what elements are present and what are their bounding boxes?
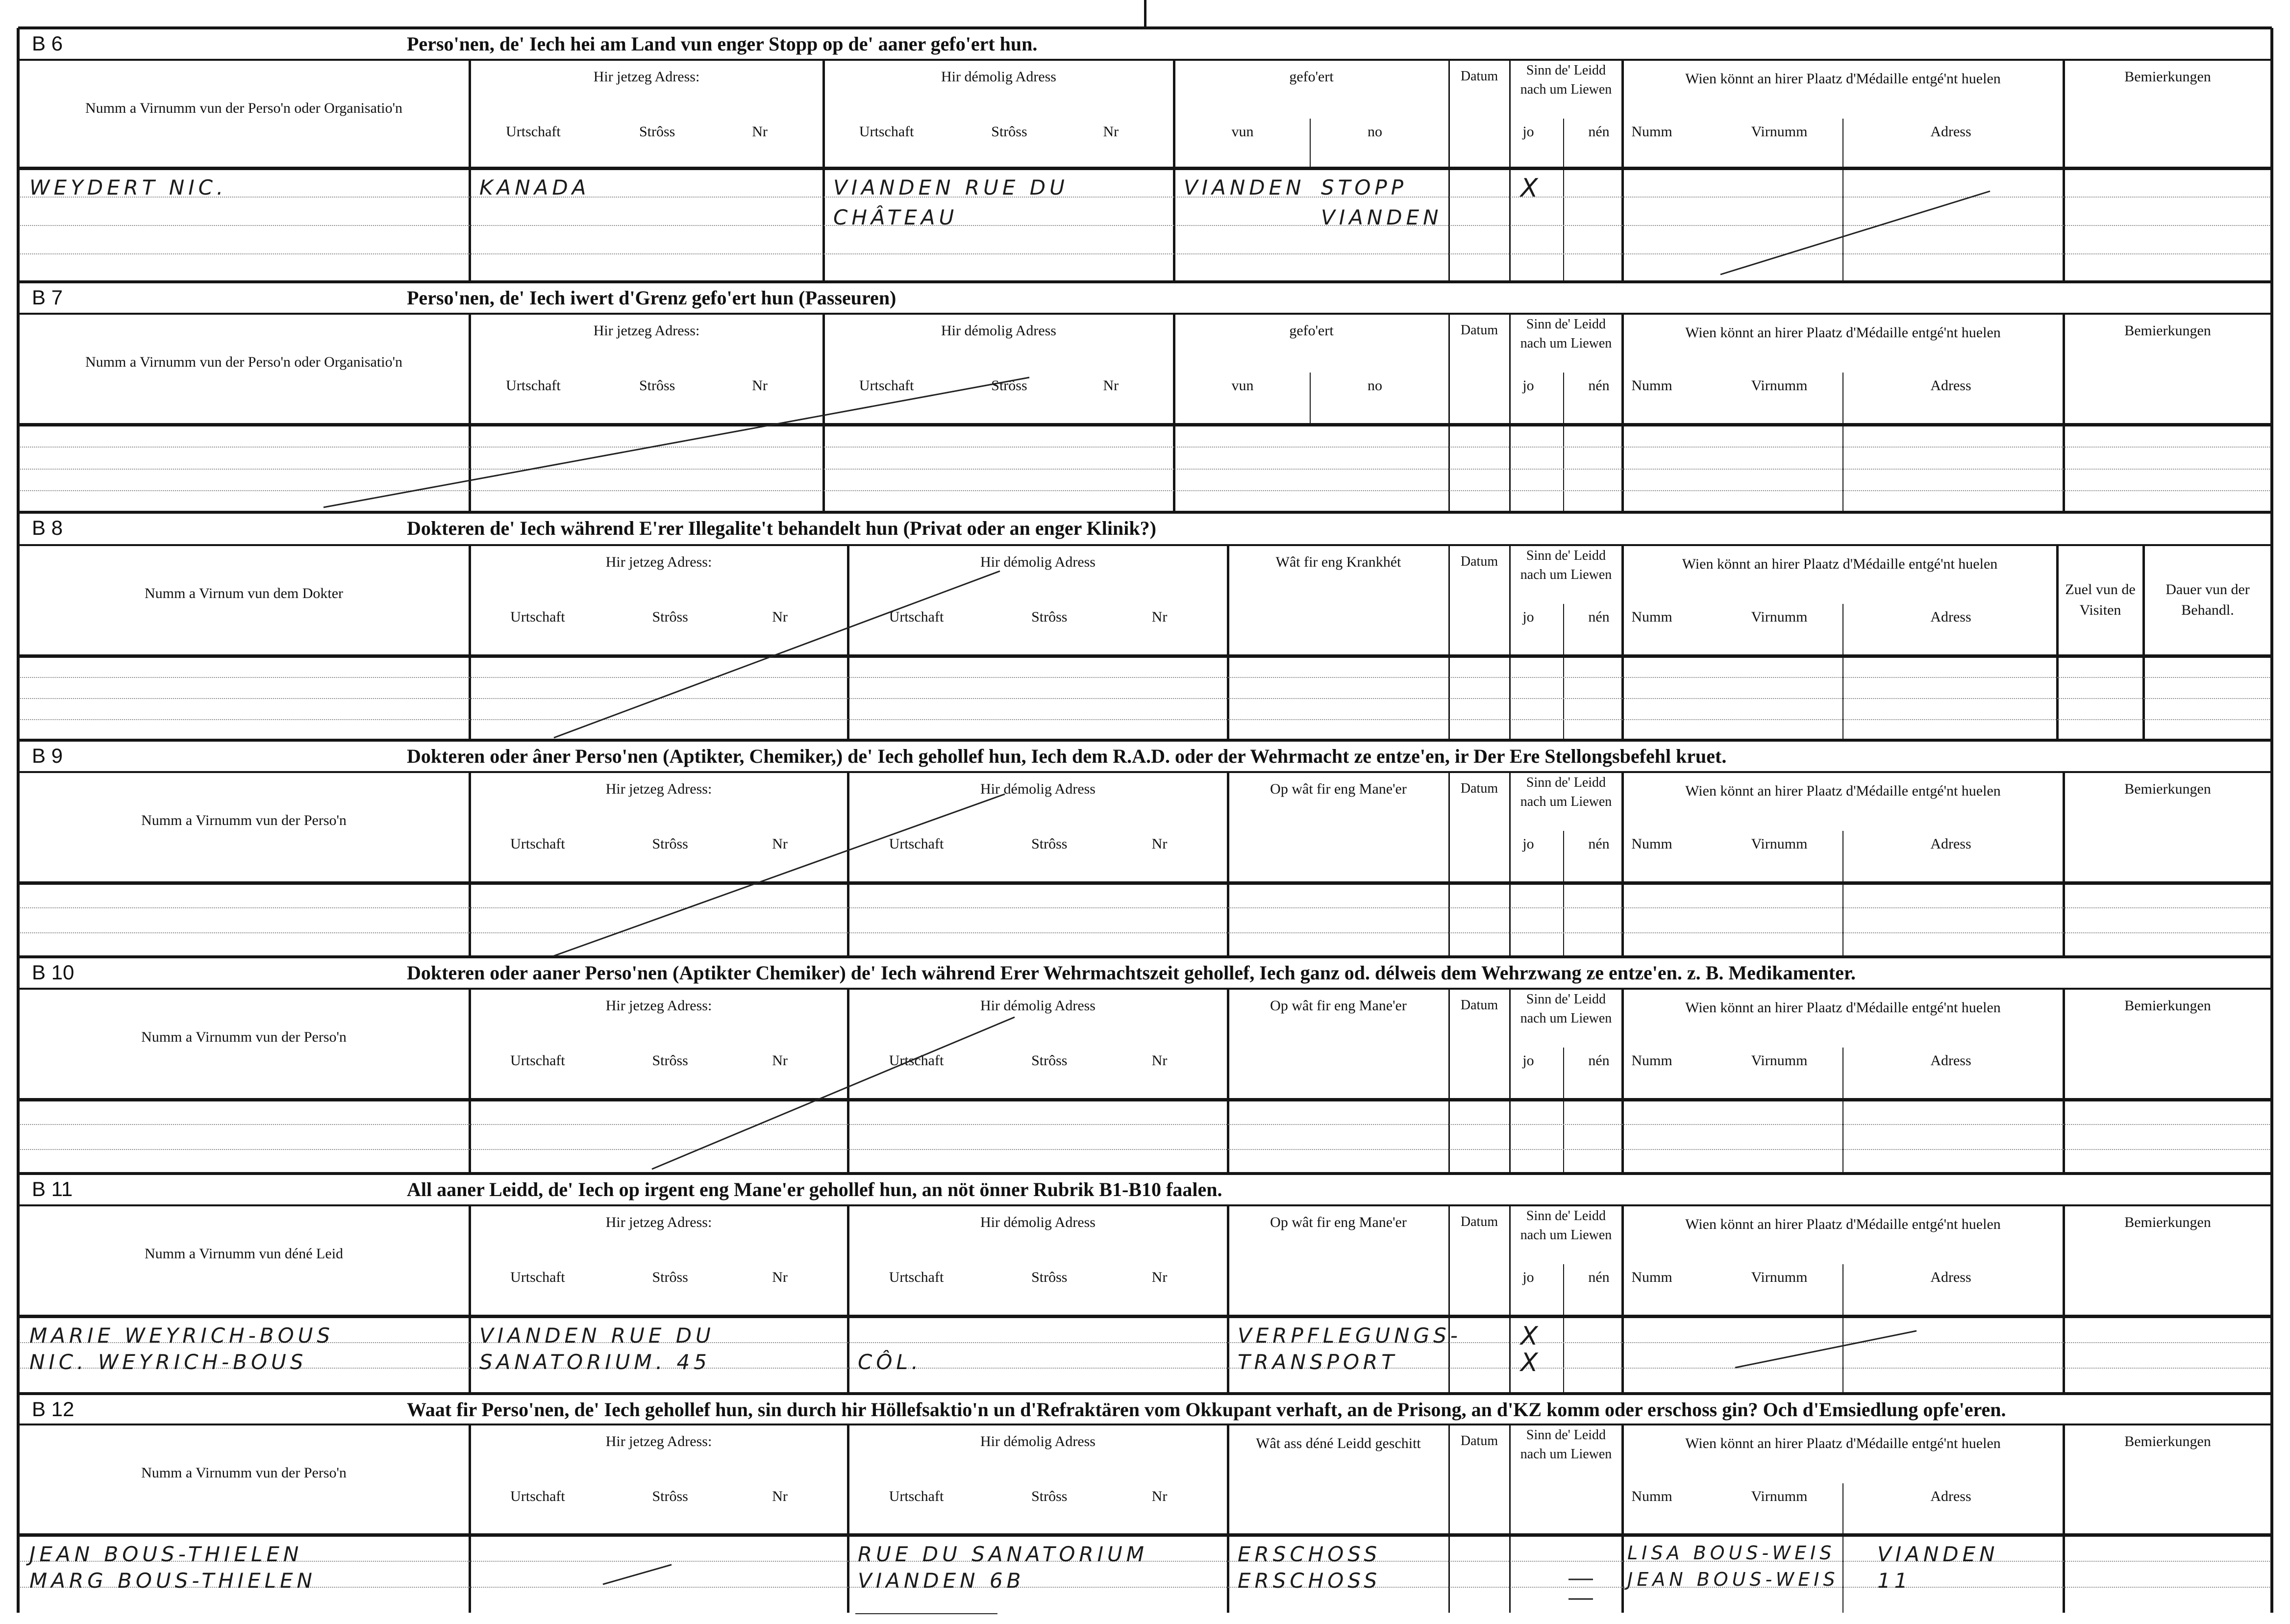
column-header-alive: Sinn de' Leidd nach um Liewen: [1520, 1427, 1612, 1462]
column-header-address-now: Hir jetzeg Adress:: [605, 1214, 712, 1230]
column-header-medal: Wien könnt an hirer Plaatz d'Médaille entgé'nt huelen: [1685, 325, 2001, 341]
column-header-extra: Op wât fir eng Mane'er: [1270, 1214, 1407, 1230]
sub-header-address: Adress: [1930, 1488, 1971, 1504]
column-header-remarks: Bemierkungen: [2124, 781, 2211, 797]
column-header-alive: Sinn de' Leidd nach um Liewen: [1520, 775, 1612, 810]
column-header-date: Datum: [1460, 781, 1498, 796]
entry-address-then: VIANDEN 6B: [858, 1569, 1025, 1593]
column-header-alive: Sinn de' Leidd nach um Liewen: [1520, 1208, 1612, 1243]
section-title: Dokteren oder aaner Perso'nen (Aptikter Chemiker) de' Iech während Erer Wehrmachtszeit gehollef, Iech ganz od. délweis dem Wehrzwang ze entze'en. z. B. Medikamenter.: [407, 962, 1856, 984]
sub-header-address: Adress: [1930, 1269, 1971, 1285]
sub-header-locality: Urtschaft: [859, 377, 914, 394]
sub-header-locality: Urtschaft: [889, 1488, 944, 1504]
column-header-address-then: Hir démolig Adress: [980, 554, 1095, 570]
sub-header-name: Numm: [1631, 1269, 1672, 1285]
section-code: B 8: [32, 516, 63, 539]
entry-alive-yes: X: [1520, 1322, 1542, 1351]
sub-header-number: Nr: [772, 1269, 788, 1285]
section-title: Dokteren de' Iech während E'rer Illegalite't behandelt hun (Privat oder an enger Klinik?): [407, 517, 1156, 539]
sub-header-street: Strôss: [1031, 1052, 1068, 1069]
sub-header-no: nén: [1588, 609, 1610, 625]
sub-header-locality: Urtschaft: [889, 1269, 944, 1285]
sub-header-locality: Urtschaft: [889, 836, 944, 852]
sub-header-number: Nr: [752, 377, 768, 394]
sub-header-locality: Urtschaft: [510, 1488, 565, 1504]
column-header-person: Numm a Virnumm vun der Perso'n oder Organisatio'n: [85, 100, 402, 116]
sub-header-number: Nr: [1103, 377, 1119, 394]
section-code: B 12: [32, 1398, 75, 1421]
entry-person: MARG BOUS-THIELEN: [29, 1569, 316, 1593]
column-header-extra: Op wât fir eng Mane'er: [1270, 781, 1407, 797]
column-header-visits: Zuel vun de Visiten: [2065, 581, 2136, 618]
sub-header-no: nén: [1588, 1269, 1610, 1285]
sub-header-number: Nr: [772, 609, 788, 625]
column-header-person: Numm a Virnumm vun der Perso'n oder Organisatio'n: [85, 354, 402, 370]
section-title: Perso'nen, de' Iech hei am Land vun enger Stopp op de' aaner gefo'ert hun.: [407, 33, 1038, 55]
sub-header-number: Nr: [1103, 124, 1119, 140]
entry-person: WEYDERT NIC.: [29, 175, 227, 200]
sub-header-address: Adress: [1930, 377, 1971, 394]
column-header-remarks: Bemierkungen: [2124, 69, 2211, 85]
column-header-alive: Sinn de' Leidd nach um Liewen: [1520, 548, 1612, 583]
sub-header-number: Nr: [772, 836, 788, 852]
column-header-person: Numm a Virnum vun dem Dokter: [144, 585, 344, 601]
sub-header-locality: Urtschaft: [859, 124, 914, 140]
entry-medal-name: JEAN BOUS-WEIS: [1627, 1569, 1839, 1591]
entry-alive-yes: X: [1520, 1348, 1542, 1377]
column-header-address-then: Hir démolig Adress: [980, 1433, 1095, 1449]
sub-header-name: Numm: [1631, 1488, 1672, 1504]
sub-header-name: Numm: [1631, 1052, 1672, 1069]
sub-header-street: Strôss: [991, 124, 1027, 140]
sub-header-to: no: [1368, 124, 1382, 140]
sub-header-locality: Urtschaft: [506, 124, 561, 140]
sub-header-number: Nr: [1151, 836, 1168, 852]
column-header-alive: Sinn de' Leidd nach um Liewen: [1520, 63, 1612, 98]
column-header-date: Datum: [1460, 1214, 1498, 1229]
sub-header-firstname: Virnumm: [1751, 377, 1808, 394]
pen-stroke: [554, 794, 1005, 956]
entry-medal-firstname: VIANDEN: [1877, 1542, 1999, 1566]
column-header-date: Datum: [1460, 554, 1498, 569]
column-header-address-then: Hir démolig Adress: [980, 781, 1095, 797]
entry-medal-name: LISA BOUS-WEIS: [1627, 1542, 1836, 1564]
sub-header-name: Numm: [1631, 124, 1672, 140]
pen-stroke: [603, 1565, 672, 1584]
sub-header-no: nén: [1588, 836, 1610, 852]
sub-header-number: Nr: [772, 1488, 788, 1504]
section-code: B 11: [32, 1177, 73, 1200]
sub-header-firstname: Virnumm: [1751, 609, 1808, 625]
sub-header-name: Numm: [1631, 377, 1672, 394]
sub-header-name: Numm: [1631, 609, 1672, 625]
column-header-extra: Op wât fir eng Mane'er: [1270, 998, 1407, 1014]
column-header-extra: gefo'ert: [1289, 323, 1334, 339]
sub-header-from: vun: [1231, 124, 1254, 140]
column-header-date: Datum: [1460, 998, 1498, 1013]
entry-alive-yes: X: [1520, 174, 1542, 203]
pen-stroke: [324, 377, 1029, 507]
column-header-address-then: Hir démolig Adress: [980, 998, 1095, 1014]
sub-header-street: Strôss: [652, 1488, 688, 1504]
sub-header-street: Strôss: [1031, 1488, 1068, 1504]
sub-header-address: Adress: [1930, 609, 1971, 625]
entry-address-now: KANADA: [479, 175, 590, 200]
sub-header-locality: Urtschaft: [889, 609, 944, 625]
sub-header-yes: jo: [1522, 124, 1534, 140]
column-header-person: Numm a Virnumm vun der Perso'n: [141, 812, 347, 828]
entry-address-then: CÔL.: [858, 1350, 922, 1374]
entry-address-now: VIANDEN RUE DU: [479, 1324, 715, 1348]
column-header-extra: gefo'ert: [1289, 69, 1334, 85]
section-code: B 6: [32, 32, 63, 55]
sub-header-name: Numm: [1631, 836, 1672, 852]
sub-header-no: nén: [1588, 377, 1610, 394]
column-header-person: Numm a Virnumm vun déné Leid: [144, 1246, 344, 1262]
sub-header-number: Nr: [752, 124, 768, 140]
sub-header-to: no: [1368, 377, 1382, 394]
pen-stroke: [1720, 191, 1990, 275]
section-title: Dokteren oder âner Perso'nen (Aptikter, Chemiker,) de' Iech gehollef hun, Iech dem R.A.D. oder der Wehrmacht ze entze'en, ir Der Ere Stellongsbefehl kruet.: [407, 745, 1727, 767]
sub-header-no: nén: [1588, 1052, 1610, 1069]
entry-to: VIANDEN: [1321, 205, 1443, 229]
entry-address-then: VIANDEN RUE DU: [833, 175, 1069, 200]
column-header-address-then: Hir démolig Adress: [980, 1214, 1095, 1230]
sub-header-street: Strôss: [1031, 1269, 1068, 1285]
column-header-medal: Wien könnt an hirer Plaatz d'Médaille entgé'nt huelen: [1685, 783, 2001, 799]
column-header-address-now: Hir jetzeg Adress:: [593, 69, 700, 85]
column-header-address-then: Hir démolig Adress: [941, 323, 1056, 339]
sub-header-street: Strôss: [639, 124, 675, 140]
column-header-alive: Sinn de' Leidd nach um Liewen: [1520, 317, 1612, 351]
sub-header-street: Strôss: [639, 377, 675, 394]
pen-stroke: [652, 1017, 1015, 1169]
sub-header-yes: jo: [1522, 377, 1534, 394]
sub-header-locality: Urtschaft: [510, 1269, 565, 1285]
column-header-date: Datum: [1460, 69, 1498, 84]
entry-extra: VERPFLEGUNGS-: [1238, 1324, 1462, 1348]
sub-header-firstname: Virnumm: [1751, 1269, 1808, 1285]
sub-header-firstname: Virnumm: [1751, 124, 1808, 140]
entry-person: NIC. WEYRICH-BOUS: [29, 1350, 307, 1374]
sub-header-locality: Urtschaft: [510, 1052, 565, 1069]
column-header-remarks: Bemierkungen: [2124, 323, 2211, 339]
sub-header-street: Strôss: [652, 836, 688, 852]
section-title: Perso'nen, de' Iech iwert d'Grenz gefo'ert hun (Passeuren): [407, 287, 896, 309]
section-code: B 9: [32, 744, 63, 767]
sub-header-yes: jo: [1522, 1269, 1534, 1285]
sub-header-no: nén: [1588, 124, 1610, 140]
entry-extra: ERSCHOSS: [1238, 1569, 1381, 1593]
sub-header-locality: Urtschaft: [510, 836, 565, 852]
column-header-address-now: Hir jetzeg Adress:: [605, 998, 712, 1014]
sub-header-locality: Urtschaft: [889, 1052, 944, 1069]
column-header-remarks: Bemierkungen: [2124, 1214, 2211, 1230]
sub-header-number: Nr: [1151, 1488, 1168, 1504]
column-header-address-now: Hir jetzeg Adress:: [605, 554, 712, 570]
column-header-extra: Wât fir eng Krankhét: [1275, 554, 1401, 570]
column-header-remarks: Bemierkungen: [2124, 998, 2211, 1014]
entry-to: STOPP: [1321, 175, 1408, 200]
sub-header-number: Nr: [772, 1052, 788, 1069]
entry-person: MARIE WEYRICH-BOUS: [29, 1324, 334, 1348]
column-header-remarks: Bemierkungen: [2124, 1433, 2211, 1449]
entry-address-then: CHÂTEAU: [833, 205, 958, 229]
sub-header-address: Adress: [1930, 836, 1971, 852]
entry-person: JEAN BOUS-THIELEN: [29, 1542, 303, 1566]
sub-header-firstname: Virnumm: [1751, 1488, 1808, 1504]
section-code: B 10: [32, 961, 75, 984]
sub-header-street: Strôss: [1031, 836, 1068, 852]
column-header-alive: Sinn de' Leidd nach um Liewen: [1520, 992, 1612, 1026]
column-header-medal: Wien könnt an hirer Plaatz d'Médaille entgé'nt huelen: [1685, 1216, 2001, 1232]
sub-header-firstname: Virnumm: [1751, 836, 1808, 852]
column-header-medal: Wien könnt an hirer Plaatz d'Médaille entgé'nt huelen: [1685, 71, 2001, 87]
column-header-duration: Dauer vun der Behandl.: [2166, 581, 2250, 618]
column-header-date: Datum: [1460, 1433, 1498, 1449]
column-header-extra: Wât ass déné Leidd geschitt: [1256, 1435, 1421, 1451]
column-header-person: Numm a Virnumm vun der Perso'n: [141, 1029, 347, 1045]
sub-header-yes: jo: [1522, 836, 1534, 852]
sub-header-locality: Urtschaft: [510, 609, 565, 625]
sub-header-firstname: Virnumm: [1751, 1052, 1808, 1069]
sub-header-locality: Urtschaft: [506, 377, 561, 394]
section-title: All aaner Leidd, de' Iech op irgent eng Mane'er gehollef hun, an nöt önner Rubrik B1-B10 faalen.: [407, 1178, 1222, 1200]
section-title: Waat fir Perso'nen, de' Iech gehollef hun, sin durch hir Höllefsaktio'n un d'Refraktären vom Okkupant verhaft, an de Prisong, an d'KZ komm oder erschoss gin? Och d'Emsiedlung opfe'eren.: [407, 1399, 2006, 1421]
column-header-medal: Wien könnt an hirer Plaatz d'Médaille entgé'nt huelen: [1685, 999, 2001, 1016]
column-header-person: Numm a Virnumm vun der Perso'n: [141, 1465, 347, 1481]
column-header-address-now: Hir jetzeg Adress:: [593, 323, 700, 339]
column-header-address-now: Hir jetzeg Adress:: [605, 1433, 712, 1449]
pen-stroke: [1735, 1331, 1917, 1368]
entry-address-now: SANATORIUM. 45: [479, 1350, 711, 1374]
sub-header-yes: jo: [1522, 1052, 1534, 1069]
sub-header-street: Strôss: [652, 1269, 688, 1285]
sub-header-address: Adress: [1930, 124, 1971, 140]
section-code: B 7: [32, 286, 63, 309]
pen-stroke: [554, 571, 1000, 738]
sub-header-address: Adress: [1930, 1052, 1971, 1069]
column-header-address-now: Hir jetzeg Adress:: [605, 781, 712, 797]
entry-extra: TRANSPORT: [1238, 1350, 1398, 1374]
entry-medal-firstname: 11: [1877, 1569, 1912, 1593]
entry-extra: ERSCHOSS: [1238, 1542, 1381, 1566]
sub-header-street: Strôss: [652, 609, 688, 625]
sub-header-street: Strôss: [652, 1052, 688, 1069]
column-header-date: Datum: [1460, 323, 1498, 338]
sub-header-number: Nr: [1151, 609, 1168, 625]
sub-header-street: Strôss: [991, 377, 1027, 394]
column-header-medal: Wien könnt an hirer Plaatz d'Médaille entgé'nt huelen: [1682, 556, 1998, 572]
sub-header-from: vun: [1231, 377, 1254, 394]
sub-header-yes: jo: [1522, 609, 1534, 625]
sub-header-street: Strôss: [1031, 609, 1068, 625]
column-header-medal: Wien könnt an hirer Plaatz d'Médaille entgé'nt huelen: [1685, 1435, 2001, 1451]
entry-address-then: RUE DU SANATORIUM: [858, 1542, 1148, 1566]
entry-from: VIANDEN: [1184, 175, 1305, 200]
sub-header-number: Nr: [1151, 1269, 1168, 1285]
column-header-address-then: Hir démolig Adress: [941, 69, 1056, 85]
sub-header-number: Nr: [1151, 1052, 1168, 1069]
